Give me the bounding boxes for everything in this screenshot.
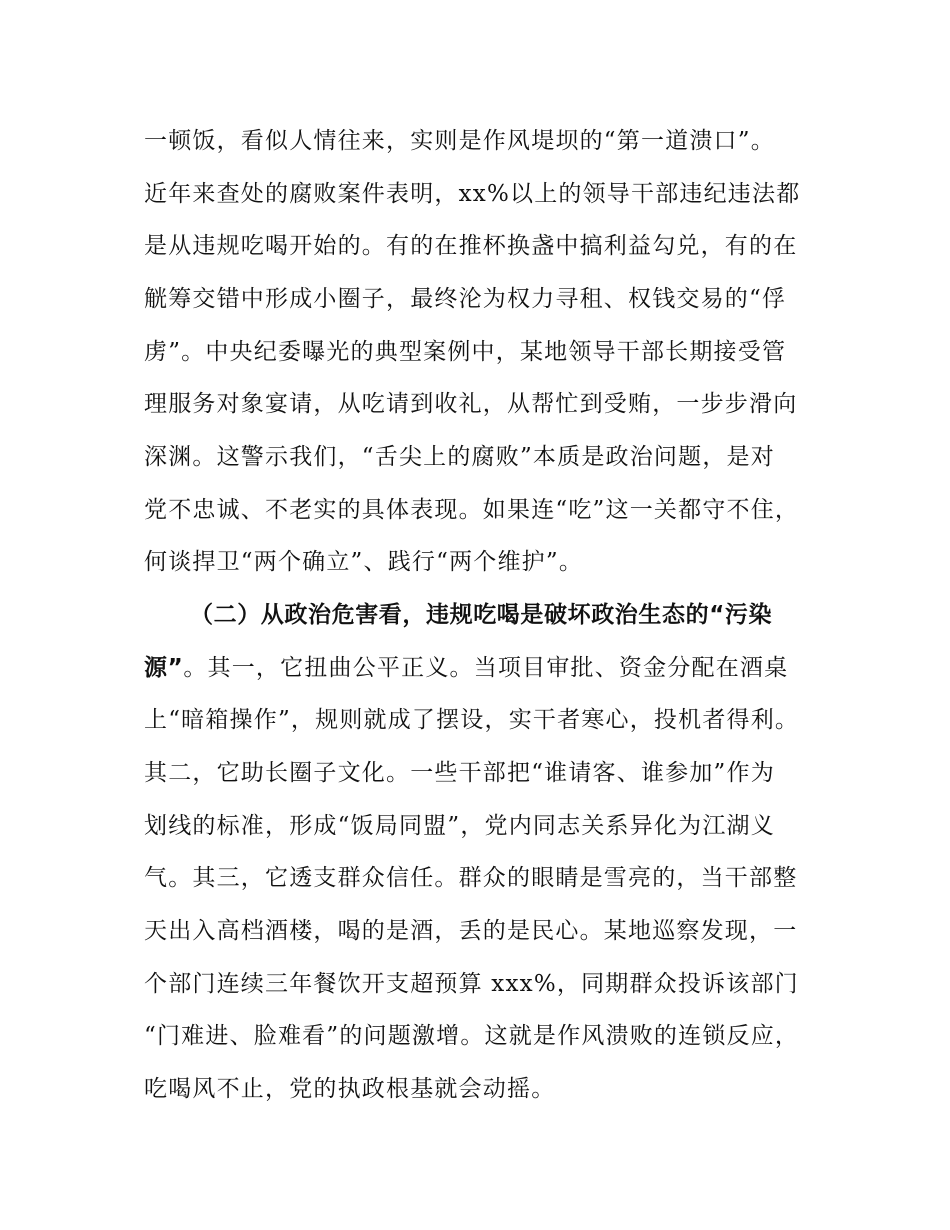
text-line: 理服务对象宴请，从吃请到收礼，从帮忙到受贿，一步步滑向 <box>144 391 798 417</box>
text-line: 是从违规吃喝开始的。有的在推杯换盏中搞利益勾兑，有的在 <box>144 233 798 259</box>
text-line: 天出入高档酒楼，喝的是酒，丢的是民心。某地巡察发现，一 <box>144 918 798 944</box>
text-run: 。其一，它扭曲公平正义。当项目审批、资金分配在酒桌 <box>183 655 789 681</box>
text-line <box>144 648 814 688</box>
text-line: 划线的标准，形成“饭局同盟”，党内同志关系异化为江湖义 <box>144 813 775 839</box>
text-line: 个部门连续三年餐饮开支超预算 xxx%，同期群众投诉该部门 <box>144 971 799 997</box>
text-line: 气。其三，它透支群众信任。群众的眼睛是雪亮的，当干部整 <box>144 865 798 891</box>
text-line: 吃喝风不止，党的执政根基就会动摇。 <box>144 1076 556 1102</box>
text-line: 其二，它助长圈子文化。一些干部把“谁请客、谁参加”作为 <box>144 760 775 786</box>
text-line: 虏”。中央纪委曝光的典型案例中，某地领导干部长期接受管 <box>144 339 787 365</box>
section-heading: （二）从政治危害看，违规吃喝是破坏政治生态的“污染 <box>190 602 773 628</box>
text-line: “门难进、脸难看”的问题激增。这就是作风溃败的连锁反应， <box>144 1023 800 1049</box>
text-line: 深渊。这警示我们，“舌尖上的腐败”本质是政治问题，是对 <box>144 444 775 470</box>
text-line: 觥筹交错中形成小圈子，最终沦为权力寻租、权钱交易的“俘 <box>144 286 787 312</box>
text-line: 党不忠诚、不老实的具体表现。如果连“吃”这一关都守不住， <box>144 497 800 523</box>
section-heading-end: 源” <box>144 655 184 681</box>
text-line: 何谈捍卫“两个确立”、践行“两个维护”。 <box>144 549 584 575</box>
text-line: 近年来查处的腐败案件表明，xx%以上的领导干部违纪违法都 <box>144 181 801 207</box>
text-line: 上“暗箱操作”，规则就成了摆设，实干者寒心，投机者得利。 <box>144 707 800 733</box>
text-line: 一顿饭，看似人情往来，实则是作风堤坝的“第一道溃口”。 <box>144 128 775 154</box>
